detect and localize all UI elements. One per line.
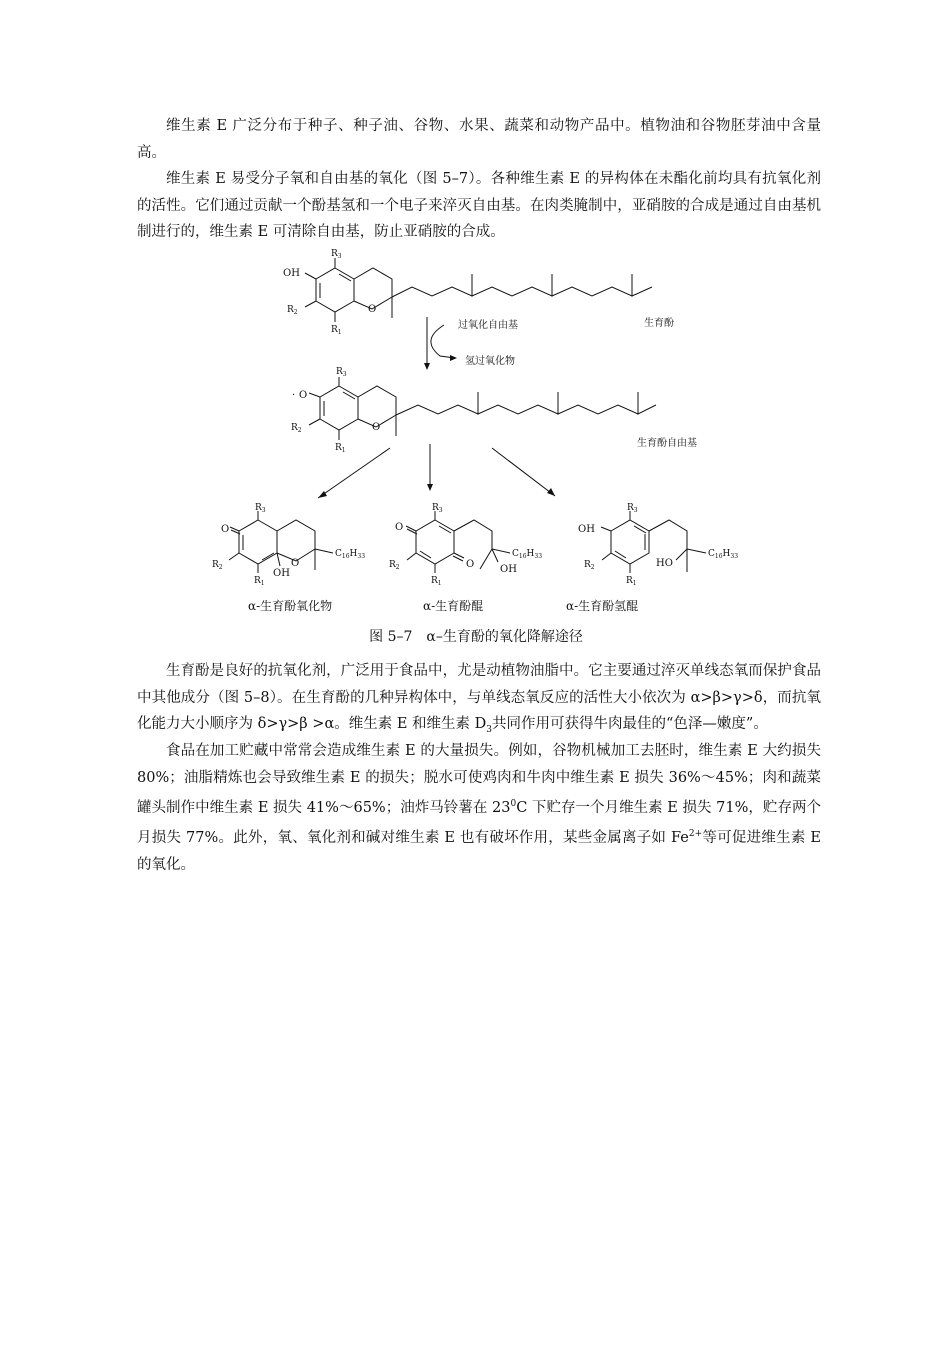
ho-label: HO	[656, 558, 673, 569]
c16h33-label: $C_{16}H_{33}$	[512, 549, 543, 560]
carbonyl-oxygen-label: O	[221, 524, 230, 535]
paragraph-text: 生育酚是良好的抗氧化剂，广泛用于食品中，尤是动植物油脂中。它主要通过淬灭单线态氧而保护食品中其他成分（图 5–8）。在生育酚的几种异构体中，与单线态氧反应的活性大小依次为 α>β>γ>δ，而抗氧化能力大小顺序为 δ>γ>β >α。维生素 E 和维生素 D	[137, 663, 821, 732]
paragraph-text: 食品在加工贮藏中常常会造成维生素 E 的大量损失。例如，谷物机械加工去胚时，维生素 E 大约损失 80%；油脂精炼也会导致维生素 E 的损失；脱水可使鸡肉和牛肉中维生素 E 损失 36%～45%；肉和蔬菜罐头制作中维生素 E 损失 41%～65%；油炸马铃薯在 23	[137, 743, 821, 816]
paragraph-text: 等可促进维生素 E 的氧化。	[137, 830, 821, 873]
r2-label: $R_2$	[584, 560, 595, 571]
quinone-oxygen-label: O	[466, 559, 475, 570]
r1-label: $R_1$	[431, 576, 442, 587]
tocopherol-oxide-structure	[212, 503, 365, 613]
r1-label: $R_1$	[335, 443, 346, 454]
oh-label: OH	[578, 524, 595, 535]
tocopheroxyl-radical-structure	[291, 367, 697, 454]
c16h33-label: $C_{16}H_{33}$	[335, 549, 366, 560]
radical-oxygen-label: O	[299, 390, 308, 401]
r2-label: $R_2$	[291, 423, 302, 434]
radical-dot: ·	[292, 390, 296, 401]
tocopherol-radical-label: 生育酚自由基	[637, 438, 697, 449]
paragraph-text: 维生素 E 易受分子氧和自由基的氧化（图 5–7）。各种维生素 E 的异构体在未酯化前均具有抗氧化剂的活性。它们通过贡献一个酚基氢和一个电子来淬灭自由基。在肉类腌制中，亚硝胺的合成是通过自由基机制进行的，维生素 E 可清除自由基，防止亚硝胺的合成。	[137, 171, 821, 240]
tocopherol-label: 生育酚	[644, 318, 674, 329]
tocopherol-hydroquinone-structure	[566, 503, 738, 613]
tocopherol-hydroquinone-label: α-生育酚氢醌	[566, 599, 639, 613]
ring-oxygen-label: O	[372, 422, 381, 433]
tocopherol-quinone-label: α-生育酚醌	[423, 599, 484, 613]
figure-caption: 图 5–7 α–生育酚的氧化降解途径	[369, 629, 583, 645]
peroxyl-radical-label: 过氧化自由基	[458, 320, 518, 331]
r3-label: $R_3$	[331, 249, 342, 260]
r2-label: $R_2$	[212, 560, 223, 571]
r3-label: $R_3$	[432, 503, 443, 514]
r2-label: $R_2$	[389, 560, 400, 571]
superscript: 2+	[688, 829, 703, 840]
quinone-oxygen-label: O	[395, 522, 404, 533]
ring-oxygen-label: O	[368, 304, 377, 315]
superscript: 0	[510, 799, 517, 809]
paragraph-tocopherol-antioxidant	[137, 658, 821, 743]
ring-oxygen-label: O	[291, 558, 300, 569]
r1-label: $R_1$	[626, 576, 637, 587]
oh-label: OH	[500, 564, 517, 575]
r1-label: $R_1$	[254, 576, 265, 587]
hydroperoxide-label: 氢过氧化物	[465, 356, 515, 367]
r1-label: $R_1$	[331, 325, 342, 336]
paragraph-vitamin-e-losses	[137, 738, 821, 878]
paragraph-text: 维生素 E 广泛分布于种子、种子油、谷物、水果、蔬菜和动物产品中。植物油和谷物胚芽油中含量高。	[137, 118, 821, 161]
subscript: 3	[486, 724, 493, 735]
tocopherol-oxide-label: α-生育酚氧化物	[248, 599, 333, 613]
c16h33-label: $C_{16}H_{33}$	[708, 549, 739, 560]
r3-label: $R_3$	[336, 367, 347, 378]
reaction-arrow-down	[424, 317, 518, 370]
oh-label: OH	[273, 568, 290, 579]
tocopherol-quinone-structure	[389, 503, 542, 613]
branch-arrows	[318, 444, 555, 498]
r3-label: $R_3$	[255, 503, 266, 514]
oh-label: OH	[283, 268, 300, 279]
paragraph-text: 共同作用可获得牛肉最佳的“色泽—嫩度”。	[492, 716, 768, 732]
r2-label: $R_2$	[287, 305, 298, 316]
r3-label: $R_3$	[627, 503, 638, 514]
paragraph-text: C 下贮存一个月维生素 E 损失 71%，贮存两个月损失 77%。此外，氧、氧化剂和碱对维生素 E 也有破坏作用，某些金属离子如 Fe	[137, 799, 822, 847]
